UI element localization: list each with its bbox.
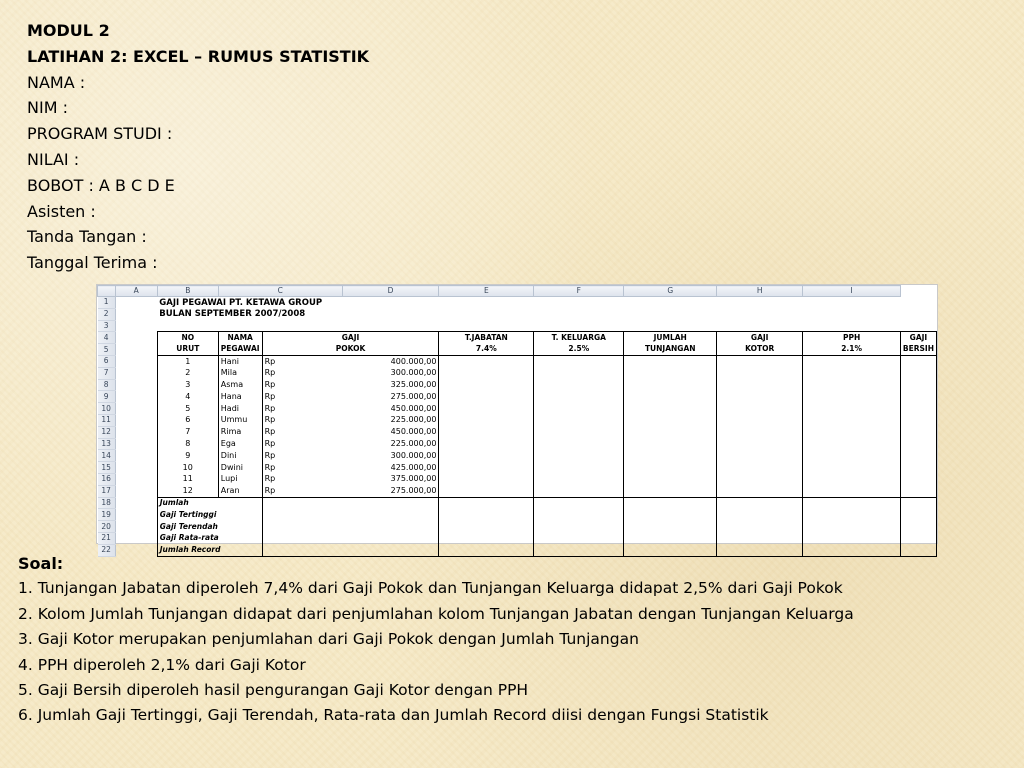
table-row <box>98 450 937 462</box>
empty-cell <box>439 379 534 391</box>
summary-label: Jumlah Record <box>157 544 262 556</box>
undefined <box>115 332 157 344</box>
empty-cell <box>900 462 936 474</box>
table-row <box>98 473 937 485</box>
row-header: 10 <box>98 403 116 415</box>
empty-cell <box>624 521 717 533</box>
empty-cell <box>624 485 717 497</box>
gaji-pokok-cell: 450.000,00 <box>342 426 439 438</box>
empty-cell <box>803 473 901 485</box>
table-row <box>98 485 937 497</box>
empty-cell <box>624 426 717 438</box>
undefined <box>115 521 157 533</box>
column-header: T.JABATAN <box>439 332 534 344</box>
row-header: 16 <box>98 473 116 485</box>
empty-cell <box>900 532 936 544</box>
undefined <box>115 497 157 509</box>
empty-cell <box>717 391 803 403</box>
row-header: 20 <box>98 521 116 533</box>
column-letter: I <box>803 286 901 297</box>
gaji-pokok-cell: 275.000,00 <box>342 485 439 497</box>
empty-cell <box>262 497 439 509</box>
row-header: 2 <box>98 308 116 320</box>
header-row <box>98 332 937 344</box>
column-header-row <box>98 286 937 297</box>
row-header: 6 <box>98 355 116 367</box>
empty-cell <box>803 414 901 426</box>
row-header: 1 <box>98 297 116 309</box>
empty-cell <box>717 414 803 426</box>
undefined <box>115 473 157 485</box>
empty-cell <box>803 509 901 521</box>
undefined <box>115 308 157 320</box>
empty-cell <box>439 473 534 485</box>
currency-cell: Rp <box>262 426 342 438</box>
empty-cell <box>803 450 901 462</box>
empty-cell <box>717 355 803 367</box>
summary-row <box>98 521 937 533</box>
empty-cell <box>534 355 624 367</box>
field-bobot: BOBOT : A B C D E <box>27 175 175 195</box>
empty-cell <box>717 497 803 509</box>
column-header: NAMA <box>218 332 262 344</box>
empty-cell <box>717 403 803 415</box>
undefined <box>115 367 157 379</box>
empty-cell <box>439 532 534 544</box>
undefined <box>115 403 157 415</box>
empty-cell <box>900 473 936 485</box>
empty-cell <box>262 532 439 544</box>
empty-cell <box>439 450 534 462</box>
table-row <box>98 403 937 415</box>
undefined <box>115 438 157 450</box>
field-tanda-tangan: Tanda Tangan : <box>27 227 147 247</box>
empty-cell <box>439 497 534 509</box>
empty-cell <box>439 414 534 426</box>
empty-cell <box>534 485 624 497</box>
field-asisten: Asisten : <box>27 201 96 221</box>
empty-cell <box>900 485 936 497</box>
empty-cell <box>534 367 624 379</box>
sheet-row <box>98 297 937 309</box>
column-header: GAJI <box>262 332 439 344</box>
gaji-pokok-cell: 225.000,00 <box>342 438 439 450</box>
gaji-pokok-cell: 325.000,00 <box>342 379 439 391</box>
empty-cell <box>624 414 717 426</box>
empty-cell <box>439 403 534 415</box>
nama-pegawai-cell: Aran <box>218 485 262 497</box>
undefined <box>115 414 157 426</box>
column-header: PEGAWAI <box>218 344 262 356</box>
currency-cell: Rp <box>262 367 342 379</box>
column-letter: A <box>115 286 157 297</box>
empty-cell <box>439 485 534 497</box>
empty-cell <box>803 438 901 450</box>
gaji-pokok-cell: 300.000,00 <box>342 367 439 379</box>
empty-cell <box>900 367 936 379</box>
table-row <box>98 367 937 379</box>
nama-pegawai-cell: Rima <box>218 426 262 438</box>
nama-pegawai-cell: Asma <box>218 379 262 391</box>
sheet-title: GAJI PEGAWAI PT. KETAWA GROUP <box>159 297 323 308</box>
empty-cell <box>803 367 901 379</box>
empty-cell <box>624 355 717 367</box>
row-header: 17 <box>98 485 116 497</box>
undefined <box>115 391 157 403</box>
column-letter: F <box>534 286 624 297</box>
currency-cell: Rp <box>262 473 342 485</box>
summary-label: Gaji Terendah <box>157 521 262 533</box>
field-tanggal-terima: Tanggal Terima : <box>27 253 158 273</box>
column-header: PPH <box>803 332 901 344</box>
empty-cell <box>534 532 624 544</box>
empty-cell <box>534 450 624 462</box>
summary-row <box>98 532 937 544</box>
gaji-pokok-cell: 375.000,00 <box>342 473 439 485</box>
currency-cell: Rp <box>262 414 342 426</box>
field-program-studi: PROGRAM STUDI : <box>27 124 173 144</box>
currency-cell: Rp <box>262 403 342 415</box>
empty-cell <box>624 379 717 391</box>
undefined <box>115 532 157 544</box>
no-urut-cell: 1 <box>157 355 218 367</box>
column-header: GAJI <box>900 332 936 344</box>
summary-label: Gaji Tertinggi <box>157 509 262 521</box>
table-row <box>98 438 937 450</box>
table-row <box>98 379 937 391</box>
empty-cell <box>624 497 717 509</box>
no-urut-cell: 9 <box>157 450 218 462</box>
empty-cell <box>717 521 803 533</box>
gaji-pokok-cell: 400.000,00 <box>342 355 439 367</box>
questions-title: Soal: <box>18 554 64 573</box>
table-row <box>98 414 937 426</box>
empty-cell <box>624 532 717 544</box>
empty-cell <box>439 521 534 533</box>
empty-cell <box>439 367 534 379</box>
column-letter: C <box>218 286 342 297</box>
summary-row <box>98 497 937 509</box>
no-urut-cell: 7 <box>157 426 218 438</box>
empty-cell <box>900 450 936 462</box>
nama-pegawai-cell: Hana <box>218 391 262 403</box>
row-header: 13 <box>98 438 116 450</box>
empty-cell <box>900 403 936 415</box>
empty-cell <box>717 509 803 521</box>
questions-section <box>18 551 1013 729</box>
gaji-pokok-cell: 300.000,00 <box>342 450 439 462</box>
summary-label: Gaji Rata-rata <box>157 532 262 544</box>
no-urut-cell: 11 <box>157 473 218 485</box>
field-nama: NAMA : <box>27 72 86 92</box>
empty-cell <box>439 355 534 367</box>
no-urut-cell: 10 <box>157 462 218 474</box>
empty-cell <box>900 355 936 367</box>
table-row <box>98 462 937 474</box>
corner-cell <box>98 286 116 297</box>
nama-pegawai-cell: Dini <box>218 450 262 462</box>
empty-cell <box>534 473 624 485</box>
nama-pegawai-cell: Hani <box>218 355 262 367</box>
undefined <box>115 320 157 332</box>
question-item: 1. Tunjangan Jabatan diperoleh 7,4% dari Gaji Pokok dan Tunjangan Keluarga didapat 2,5% dari Gaji Pokok <box>18 579 843 598</box>
spreadsheet-screenshot <box>96 284 938 555</box>
empty-cell <box>803 403 901 415</box>
row-header: 8 <box>98 379 116 391</box>
gaji-pokok-cell: 275.000,00 <box>342 391 439 403</box>
undefined <box>115 485 157 497</box>
empty-cell <box>262 521 439 533</box>
empty-cell <box>717 438 803 450</box>
sheet-row <box>98 320 937 332</box>
column-header: NO <box>157 332 218 344</box>
module-title: MODUL 2 <box>27 21 110 40</box>
column-header: 2.1% <box>803 344 901 356</box>
empty-cell <box>534 509 624 521</box>
empty-cell <box>900 379 936 391</box>
currency-cell: Rp <box>262 462 342 474</box>
row-header: 9 <box>98 391 116 403</box>
empty-cell <box>717 367 803 379</box>
nama-pegawai-cell: Ummu <box>218 414 262 426</box>
sheet-title: BULAN SEPTEMBER 2007/2008 <box>159 309 306 320</box>
gaji-pokok-cell: 425.000,00 <box>342 462 439 474</box>
no-urut-cell: 12 <box>157 485 218 497</box>
exercise-title: LATIHAN 2: EXCEL – RUMUS STATISTIK <box>27 46 370 66</box>
column-header: T. KELUARGA <box>534 332 624 344</box>
row-header: 12 <box>98 426 116 438</box>
empty-cell <box>803 462 901 474</box>
row-header: 4 <box>98 332 116 344</box>
empty-cell <box>803 355 901 367</box>
empty-cell <box>900 426 936 438</box>
spreadsheet-table <box>97 285 937 557</box>
empty-cell <box>803 521 901 533</box>
undefined <box>115 355 157 367</box>
question-item: 4. PPH diperoleh 2,1% dari Gaji Kotor <box>18 655 306 674</box>
empty-cell <box>439 391 534 403</box>
undefined <box>115 426 157 438</box>
currency-cell: Rp <box>262 485 342 497</box>
column-header: KOTOR <box>717 344 803 356</box>
empty-cell <box>624 391 717 403</box>
summary-row <box>98 509 937 521</box>
question-item: 2. Kolom Jumlah Tunjangan didapat dari penjumlahan kolom Tunjangan Jabatan dengan Tunjangan Keluarga <box>18 604 854 623</box>
field-nim: NIM : <box>27 98 68 118</box>
empty-cell <box>624 473 717 485</box>
no-urut-cell: 4 <box>157 391 218 403</box>
nama-pegawai-cell: Lupi <box>218 473 262 485</box>
column-letter: B <box>157 286 218 297</box>
row-header: 11 <box>98 414 116 426</box>
row-header: 3 <box>98 320 116 332</box>
column-header: GAJI <box>717 332 803 344</box>
empty-cell <box>900 438 936 450</box>
empty-cell <box>803 379 901 391</box>
empty-cell <box>262 509 439 521</box>
empty-cell <box>534 438 624 450</box>
undefined <box>115 509 157 521</box>
empty-cell <box>717 532 803 544</box>
currency-cell: Rp <box>262 450 342 462</box>
currency-cell: Rp <box>262 379 342 391</box>
module-header <box>27 18 369 276</box>
field-nilai: NILAI : <box>27 149 80 169</box>
question-item: 5. Gaji Bersih diperoleh hasil pengurangan Gaji Kotor dengan PPH <box>18 681 529 700</box>
empty-cell <box>439 462 534 474</box>
currency-cell: Rp <box>262 391 342 403</box>
empty-cell <box>900 521 936 533</box>
row-header: 22 <box>98 544 116 556</box>
column-header: BERSIH <box>900 344 936 356</box>
no-urut-cell: 8 <box>157 438 218 450</box>
column-header: URUT <box>157 344 218 356</box>
no-urut-cell: 3 <box>157 379 218 391</box>
empty-cell <box>624 438 717 450</box>
table-row <box>98 426 937 438</box>
empty-cell <box>803 426 901 438</box>
empty-cell <box>900 509 936 521</box>
no-urut-cell: 2 <box>157 367 218 379</box>
row-header: 7 <box>98 367 116 379</box>
empty-cell <box>624 509 717 521</box>
empty-cell <box>717 379 803 391</box>
currency-cell: Rp <box>262 438 342 450</box>
column-letter: D <box>342 286 439 297</box>
nama-pegawai-cell: Ega <box>218 438 262 450</box>
empty-cell <box>534 391 624 403</box>
empty-cell <box>534 462 624 474</box>
empty-cell <box>900 414 936 426</box>
sheet-row <box>98 308 937 320</box>
blank-cell <box>157 320 900 332</box>
row-header: 5 <box>98 344 116 356</box>
empty-cell <box>717 462 803 474</box>
question-item: 6. Jumlah Gaji Tertinggi, Gaji Terendah, Rata-rata dan Jumlah Record diisi dengan Fungsi Statistik <box>18 706 769 725</box>
column-header: TUNJANGAN <box>624 344 717 356</box>
empty-cell <box>803 497 901 509</box>
undefined <box>115 379 157 391</box>
empty-cell <box>439 426 534 438</box>
column-header: 7.4% <box>439 344 534 356</box>
nama-pegawai-cell: Mila <box>218 367 262 379</box>
table-row <box>98 391 937 403</box>
empty-cell <box>624 403 717 415</box>
no-urut-cell: 6 <box>157 414 218 426</box>
row-header: 14 <box>98 450 116 462</box>
column-header: JUMLAH <box>624 332 717 344</box>
empty-cell <box>439 509 534 521</box>
empty-cell <box>624 367 717 379</box>
empty-cell <box>803 532 901 544</box>
empty-cell <box>717 426 803 438</box>
empty-cell <box>624 450 717 462</box>
undefined <box>115 450 157 462</box>
empty-cell <box>534 414 624 426</box>
empty-cell <box>534 497 624 509</box>
question-item: 3. Gaji Kotor merupakan penjumlahan dari Gaji Pokok dengan Jumlah Tunjangan <box>18 630 639 649</box>
summary-label: Jumlah <box>157 497 262 509</box>
nama-pegawai-cell: Dwini <box>218 462 262 474</box>
empty-cell <box>717 485 803 497</box>
empty-cell <box>624 462 717 474</box>
header-row <box>98 344 937 356</box>
gaji-pokok-cell: 450.000,00 <box>342 403 439 415</box>
empty-cell <box>534 426 624 438</box>
undefined <box>115 297 157 309</box>
empty-cell <box>803 391 901 403</box>
row-header: 19 <box>98 509 116 521</box>
empty-cell <box>439 438 534 450</box>
row-header: 18 <box>98 497 116 509</box>
row-header: 21 <box>98 532 116 544</box>
empty-cell <box>717 473 803 485</box>
empty-cell <box>900 497 936 509</box>
empty-cell <box>534 403 624 415</box>
undefined <box>115 344 157 356</box>
gaji-pokok-cell: 225.000,00 <box>342 414 439 426</box>
empty-cell <box>717 450 803 462</box>
empty-cell <box>900 391 936 403</box>
row-header: 15 <box>98 462 116 474</box>
column-letter: H <box>717 286 803 297</box>
column-letter: G <box>624 286 717 297</box>
column-header: POKOK <box>262 344 439 356</box>
nama-pegawai-cell: Hadi <box>218 403 262 415</box>
column-letter: E <box>439 286 534 297</box>
empty-cell <box>534 521 624 533</box>
empty-cell <box>803 485 901 497</box>
column-header: 2.5% <box>534 344 624 356</box>
undefined <box>115 462 157 474</box>
currency-cell: Rp <box>262 355 342 367</box>
empty-cell <box>534 379 624 391</box>
table-row <box>98 355 937 367</box>
no-urut-cell: 5 <box>157 403 218 415</box>
